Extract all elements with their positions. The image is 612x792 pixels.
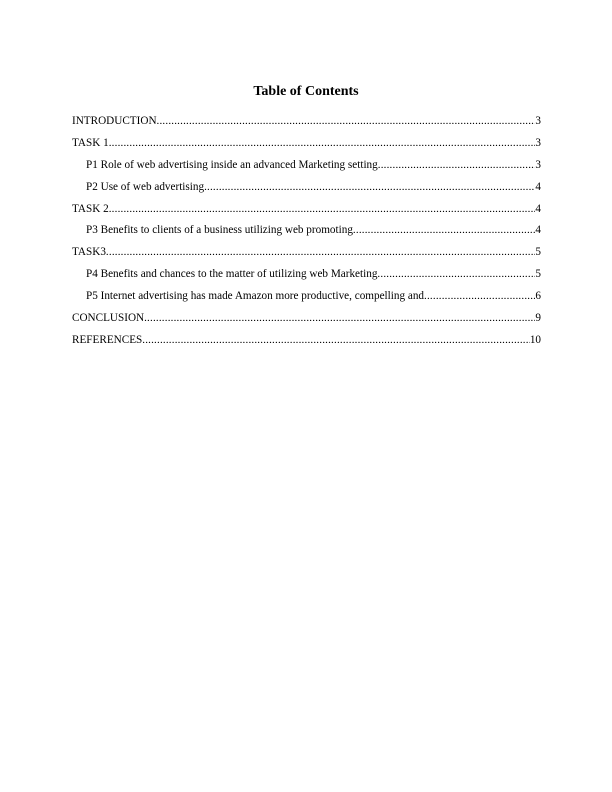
toc-dot-leader	[377, 267, 535, 281]
toc-dot-leader	[378, 158, 536, 172]
toc-dot-leader	[109, 136, 536, 150]
toc-entry-text: P4 Benefits and chances to the matter of utilizing web Marketing	[86, 268, 378, 281]
toc-entry-text: P3 Benefits to clients of a business utilizing web promoting	[86, 224, 353, 237]
toc-entry-text: INTRODUCTION	[72, 115, 157, 127]
toc-dot-leader	[144, 311, 535, 325]
toc-entry-task-1[interactable]	[72, 136, 541, 158]
toc-entry-text: P2 Use of web advertising	[86, 180, 205, 193]
toc-entry-task-2[interactable]	[72, 202, 541, 224]
toc-dot-leader	[106, 245, 535, 259]
toc-entry-text: CONCLUSION	[72, 312, 145, 325]
toc-entry-p4[interactable]	[72, 267, 541, 289]
toc-page-number: 9	[535, 312, 541, 325]
toc-entry-text: TASK 1	[72, 136, 109, 149]
toc-entry-text: TASK3	[72, 246, 106, 259]
toc-entry-text: REFERENCES	[72, 333, 143, 346]
toc-page-number: 3	[535, 115, 541, 127]
toc-title: Table of Contents	[253, 84, 359, 99]
toc-entry-p2[interactable]	[72, 180, 541, 202]
toc-entry-p5[interactable]	[72, 289, 541, 311]
toc-entry-p3[interactable]	[72, 223, 541, 245]
toc-page-number: 6	[535, 290, 541, 303]
toc-page-number: 5	[535, 268, 541, 281]
toc-page-number: 4	[535, 180, 541, 193]
toc-entry-text: P5 Internet advertising has made Amazon more productive, compelling and	[86, 290, 425, 303]
toc-page-number: 10	[529, 333, 541, 346]
toc-page-number: 4	[535, 224, 541, 237]
toc-entry-conclusion[interactable]	[72, 311, 541, 333]
toc-page-number: 5	[535, 246, 541, 259]
toc-dot-leader	[142, 333, 530, 347]
toc-page-number: 3	[535, 136, 541, 149]
toc-entry-text: P1 Role of web advertising inside an advanced Marketing setting	[86, 158, 378, 171]
toc-entry-references[interactable]	[72, 333, 541, 355]
toc-dot-leader	[157, 114, 536, 128]
toc-entry-text: TASK 2	[72, 202, 109, 215]
toc-entry-introduction[interactable]	[72, 114, 541, 136]
toc-dot-leader	[353, 223, 535, 237]
toc-page-number: 3	[535, 158, 541, 171]
table-of-contents	[72, 114, 541, 355]
toc-entry-task-3[interactable]	[72, 245, 541, 267]
toc-page-number: 4	[535, 202, 541, 215]
toc-dot-leader	[109, 202, 536, 216]
toc-dot-leader	[204, 180, 535, 194]
toc-dot-leader	[424, 289, 535, 303]
toc-entry-p1[interactable]	[72, 158, 541, 180]
